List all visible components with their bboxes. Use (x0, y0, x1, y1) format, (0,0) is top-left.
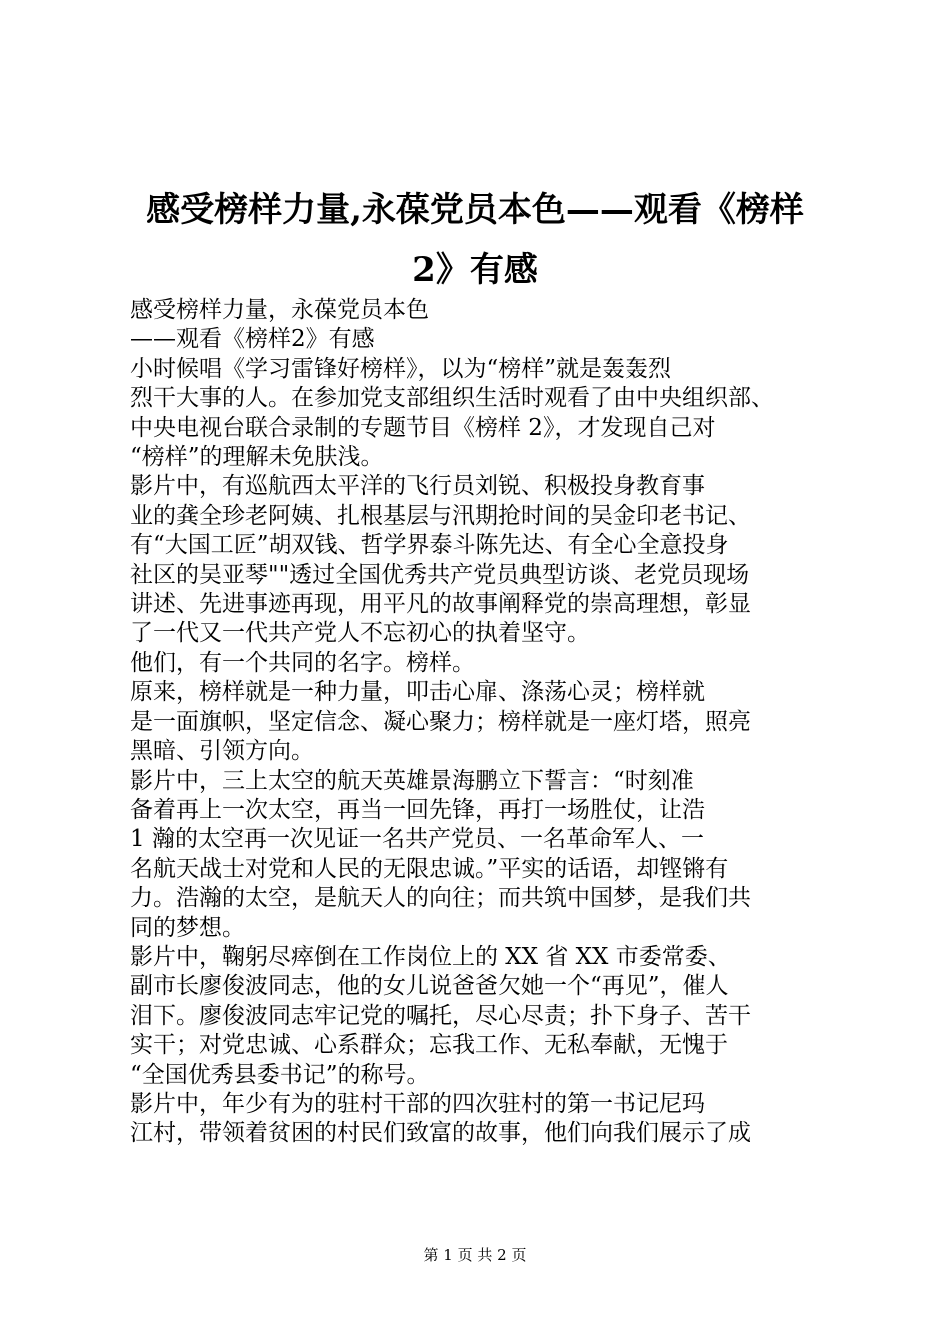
text-line: 江村，带领着贫困的村民们致富的故事，他们向我们展示了成 (130, 1120, 751, 1147)
text-line: 讲述、先进事迹再现，用平凡的故事阐释党的崇高理想，彰显 (130, 591, 751, 618)
text-line: 有“大国工匠”胡双钱、哲学界泰斗陈先达、有全心全意投身 (130, 532, 729, 559)
text-line: “全国优秀县委书记”的称号。 (130, 1061, 430, 1088)
text-line: 烈干大事的人。在参加党支部组织生活时观看了由中央组织部、 (130, 385, 774, 412)
paragraph (130, 678, 832, 766)
text-line: 备着再上一次太空，再当一回先锋，再打一场胜仗，让浩 (130, 796, 705, 823)
text-line: 业的龚全珍老阿姨、扎根基层与汛期抢时间的吴金印老书记、 (130, 502, 751, 529)
text-line: 实干；对党忠诚、心系群众；忘我工作、无私奉献，无愧于 (130, 1032, 728, 1059)
text-line: 名航天战士对党和人民的无限忠诚。”平实的话语，却铿锵有 (130, 855, 729, 882)
paragraph (130, 325, 832, 354)
title-line-1: 感受榜样力量,永葆党员本色——观看《榜样 (146, 190, 804, 230)
document-body (130, 296, 832, 1149)
text-line: “榜样”的理解未免肤浅。 (130, 444, 384, 471)
text-line: 同的梦想。 (130, 914, 245, 941)
document-title (120, 180, 830, 300)
text-line: 中央电视台联合录制的专题节目《榜样 2》，才发现自己对 (130, 414, 716, 441)
text-line: 影片中，年少有为的驻村干部的四次驻村的第一书记尼玛 (130, 1090, 705, 1117)
text-line: 影片中，三上太空的航天英雄景海鹏立下誓言：“时刻准 (130, 767, 694, 794)
text-line: 原来，榜样就是一种力量，叩击心扉、涤荡心灵；榜样就 (130, 679, 705, 706)
text-line: 社区的吴亚琴""透过全国优秀共产党员典型访谈、老党员现场 (130, 561, 750, 588)
page-footer: 第 1 页 共 2 页 (423, 1246, 527, 1264)
paragraph (130, 825, 832, 943)
paragraph (130, 472, 832, 648)
text-line: 小时候唱《学习雷锋好榜样》，以为“榜样”就是轰轰烈 (130, 355, 672, 382)
text-line: 影片中，有巡航西太平洋的飞行员刘锐、积极投身教育事 (130, 473, 705, 500)
text-line: 副市长廖俊波同志，他的女儿说爸爸欠她一个“再见”，催人 (130, 973, 729, 1000)
paragraph (130, 296, 832, 325)
text-line: 影片中，鞠躬尽瘁倒在工作岗位上的 XX 省 XX 市委常委、 (130, 943, 731, 970)
paragraph (130, 355, 832, 473)
title-line-2: 2》有感 (412, 250, 538, 290)
text-line: 是一面旗帜，坚定信念、凝心聚力；榜样就是一座灯塔，照亮 (130, 708, 751, 735)
text-line: 力。浩瀚的太空，是航天人的向往；而共筑中国梦，是我们共 (130, 885, 751, 912)
paragraph (130, 649, 832, 678)
text-line: 黑暗、引领方向。 (130, 738, 314, 765)
text-line: ——观看《榜样2》有感 (130, 326, 375, 353)
text-line: 他们，有一个共同的名字。榜样。 (130, 649, 475, 676)
paragraph (130, 1090, 832, 1149)
text-line: 1 瀚的太空再一次见证一名共产党员、一名革命军人、一 (130, 826, 704, 853)
paragraph (130, 943, 832, 1090)
text-line: 了一代又一代共产党人不忘初心的执着坚守。 (130, 620, 590, 647)
text-line: 泪下。廖俊波同志牢记党的嘱托，尽心尽责；扑下身子、苦干 (130, 1002, 751, 1029)
paragraph (130, 767, 832, 826)
text-line: 感受榜样力量，永葆党员本色 (130, 297, 429, 323)
